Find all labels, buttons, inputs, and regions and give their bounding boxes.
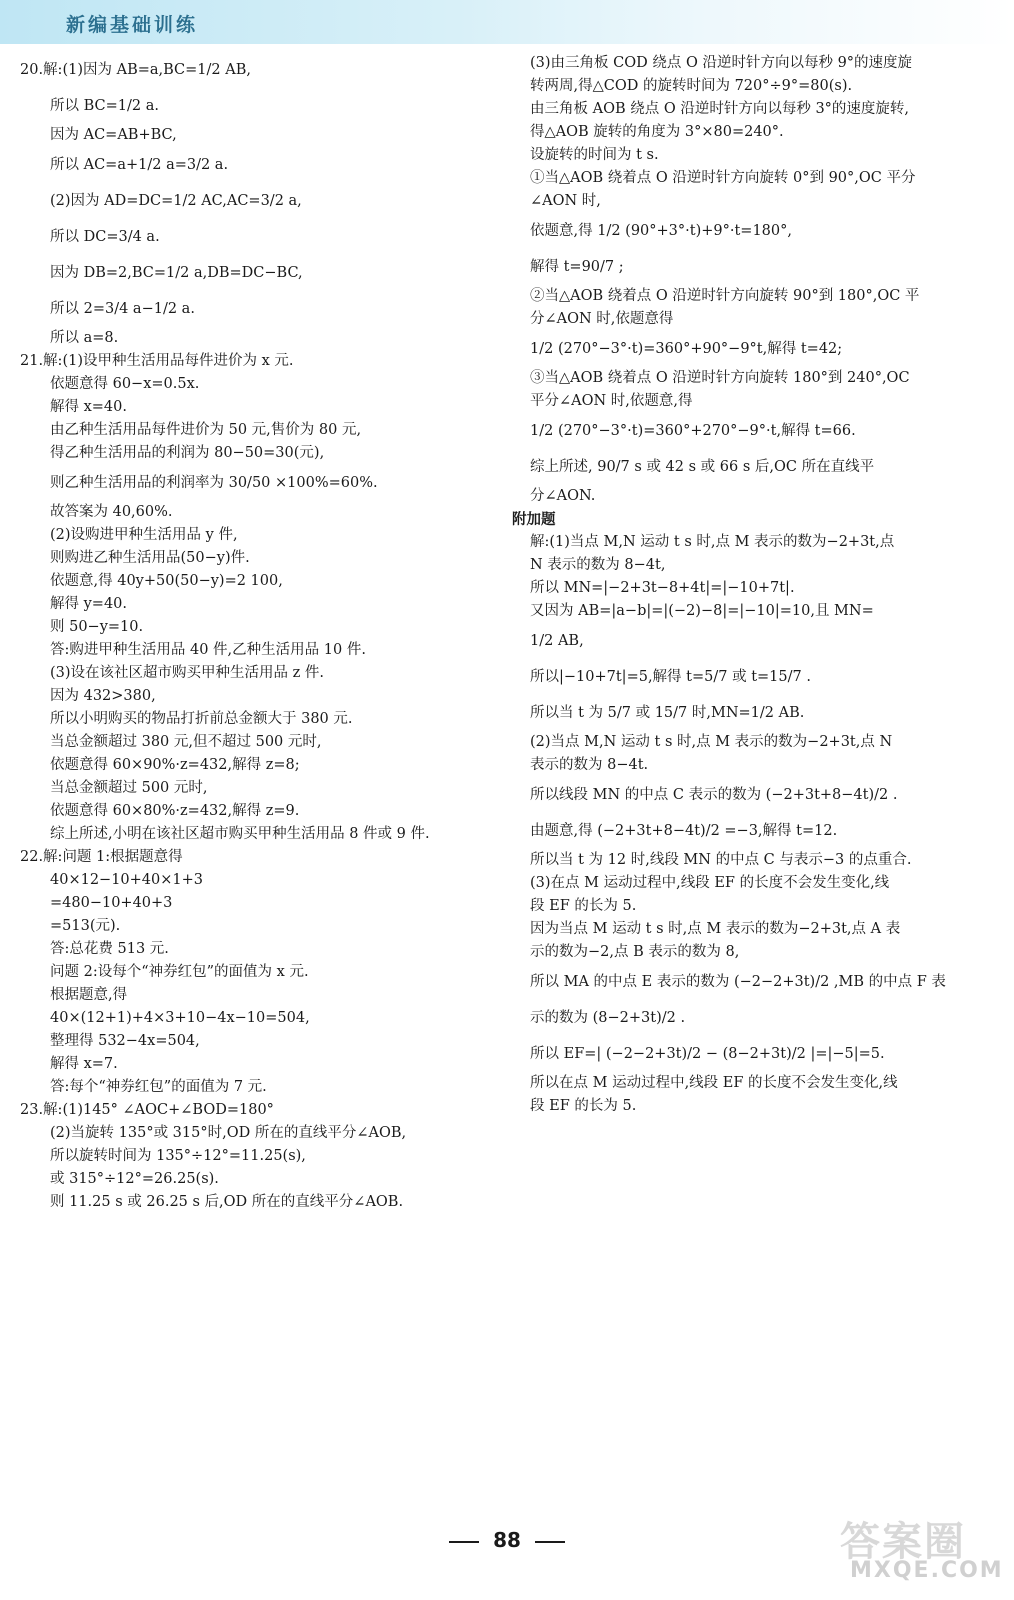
text-line: 因为 DB=2,BC=1/2 a,DB=DC−BC, [50,265,303,281]
text-line: 依题意,得 40y+50(50−y)=2 100, [50,573,283,589]
text-line: 所以旋转时间为 135°÷12°=11.25(s), [50,1148,306,1164]
text-line: ∠AON 时, [530,193,601,209]
right-column [512,52,996,1118]
text-line: 1/2 (270°−3°·t)=360°+270°−9°·t,解得 t=66. [530,423,856,439]
watermark-text: 答案圈 [840,1519,966,1565]
text-line: N 表示的数为 8−4t, [530,557,666,573]
text-line: 所以 MN=|−2+3t−8+4t|=|−10+7t|. [530,580,795,596]
text-line: 解得 x=40. [50,399,127,415]
watermark-logo [840,1510,1004,1590]
text-line: 所以线段 MN 的中点 C 表示的数为 (−2+3t+8−4t)/2 . [530,787,898,803]
text-line: ①当△AOB 绕着点 O 沿逆时针方向旋转 0°到 90°,OC 平分 [530,170,916,186]
text-line: (3)设在该社区超市购买甲种生活用品 z 件. [50,665,325,681]
text-line: 当总金额超过 380 元,但不超过 500 元时, [50,734,322,750]
text-line: 所以 BC=1/2 a. [50,98,159,114]
text-line: 示的数为−2,点 B 表示的数为 8, [530,944,740,960]
header-banner [0,0,1014,44]
text-line: 所以当 t 为 5/7 或 15/7 时,MN=1/2 AB. [530,705,805,721]
text-line: 所以 EF=| (−2−2+3t)/2 − (8−2+3t)/2 |=|−5|=5. [530,1046,885,1062]
text-line: 得△AOB 旋转的角度为 3°×80=240°. [530,124,784,140]
text-line: 故答案为 40,60%. [50,504,173,520]
text-line: 由三角板 AOB 绕点 O 沿逆时针方向以每秒 3°的速度旋转, [530,101,910,117]
text-line: 1/2 AB, [530,633,584,649]
text-line: 因为 AC=AB+BC, [50,127,177,143]
text-line: 则 11.25 s 或 26.25 s 后,OD 所在的直线平分∠AOB. [50,1194,404,1210]
text-line: 分∠AON. [530,488,596,504]
text-line: 解得 x=7. [50,1056,118,1072]
text-line: 设旋转的时间为 t s. [530,147,659,163]
text-line: 解:(1)当点 M,N 运动 t s 时,点 M 表示的数为−2+3t,点 [530,534,895,550]
text-line: 综上所述,小明在该社区超市购买甲种生活用品 8 件或 9 件. [50,826,430,842]
text-line: 当总金额超过 500 元时, [50,780,208,796]
text-line: 所以小明购买的物品打折前总金额大于 380 元. [50,711,353,727]
text-line: ③当△AOB 绕着点 O 沿逆时针方向旋转 180°到 240°,OC [530,370,910,386]
text-line: 综上所述, 90/7 s 或 42 s 或 66 s 后,OC 所在直线平 [530,459,875,475]
text-line: 根据题意,得 [50,987,128,1003]
text-line: 所以 MA 的中点 E 表示的数为 (−2−2+3t)/2 ,MB 的中点 F 表 [530,974,946,990]
text-line: 21.解:(1)设甲种生活用品每件进价为 x 元. [20,353,294,369]
text-line: (2)当点 M,N 运动 t s 时,点 M 表示的数为−2+3t,点 N [530,734,893,750]
text-line: 转两周,得△COD 的旋转时间为 720°÷9°=80(s). [530,78,853,94]
text-line: 答:总花费 513 元. [50,941,169,957]
text-line: =480−10+40+3 [50,895,173,911]
text-line: 所以 a=8. [50,330,119,346]
text-line: 所以在点 M 运动过程中,线段 EF 的长度不会发生变化,线 [530,1075,898,1091]
text-line: 40×(12+1)+4×3+10−4x−10=504, [50,1010,310,1026]
text-line: 所以当 t 为 12 时,线段 MN 的中点 C 与表示−3 的点重合. [530,852,912,868]
text-line: 所以|−10+7t|=5,解得 t=5/7 或 t=15/7 . [530,669,811,685]
text-line: 20.解:(1)因为 AB=a,BC=1/2 AB, [20,62,251,78]
text-line: 又因为 AB=|a−b|=|(−2)−8|=|−10|=10,且 MN= [530,603,874,619]
left-column [20,52,488,1214]
text-line: 由题意,得 (−2+3t+8−4t)/2 =−3,解得 t=12. [530,823,838,839]
dash-left [449,1541,479,1543]
text-line: 依题意得 60×90%·z=432,解得 z=8; [50,757,300,773]
watermark-url: MXQE.COM [850,1558,1004,1583]
text-line: 示的数为 (8−2+3t)/2 . [530,1010,686,1026]
text-line: (2)设购进甲种生活用品 y 件, [50,527,238,543]
text-line: 段 EF 的长为 5. [530,898,637,914]
text-line: 表示的数为 8−4t. [530,757,649,773]
text-line: 因为当点 M 运动 t s 时,点 M 表示的数为−2+3t,点 A 表 [530,921,901,937]
text-line: 22.解:问题 1:根据题意得 [20,849,183,865]
text-line: 段 EF 的长为 5. [530,1098,637,1114]
text-line: 所以 AC=a+1/2 a=3/2 a. [50,157,229,173]
text-line: 则购进乙种生活用品(50−y)件. [50,550,250,566]
text-line: 由乙种生活用品每件进价为 50 元,售价为 80 元, [50,422,362,438]
text-line: 则乙种生活用品的利润率为 30/50 ×100%=60%. [50,475,378,491]
banner-title: 新编基础训练 [66,14,199,36]
text-line: 1/2 (270°−3°·t)=360°+90°−9°t,解得 t=42; [530,341,843,357]
text-line: 答:购进甲种生活用品 40 件,乙种生活用品 10 件. [50,642,366,658]
text-line: 则 50−y=10. [50,619,144,635]
text-line: 所以 DC=3/4 a. [50,229,160,245]
text-line: 整理得 532−4x=504, [50,1033,200,1049]
text-line: 依题意得 60×80%·z=432,解得 z=9. [50,803,300,819]
text-line: 问题 2:设每个“神券红包”的面值为 x 元. [50,964,309,980]
text-line: 分∠AON 时,依题意得 [530,311,674,327]
dash-right [535,1541,565,1543]
text-line: 解得 y=40. [50,596,128,612]
text-line: ②当△AOB 绕着点 O 沿逆时针方向旋转 90°到 180°,OC 平 [530,288,920,304]
text-line: 答:每个“神券红包”的面值为 7 元. [50,1079,267,1095]
text-line: (3)由三角板 COD 绕点 O 沿逆时针方向以每秒 9°的速度旋 [530,55,913,71]
text-line: 所以 2=3/4 a−1/2 a. [50,301,195,317]
text-line: 23.解:(1)145° ∠AOC+∠BOD=180° [20,1102,274,1118]
text-line: 附加题 [512,511,556,528]
text-line: 依题意,得 1/2 (90°+3°·t)+9°·t=180°, [530,223,792,239]
text-line: 得乙种生活用品的利润为 80−50=30(元), [50,445,325,461]
text-line: =513(元). [50,918,121,934]
text-line: (2)当旋转 135°或 315°时,OD 所在的直线平分∠AOB, [50,1125,407,1141]
text-line: 解得 t=90/7 ; [530,259,624,275]
text-line: (3)在点 M 运动过程中,线段 EF 的长度不会发生变化,线 [530,875,890,891]
text-line: 依题意得 60−x=0.5x. [50,376,200,392]
page-number: 88 [493,1528,521,1552]
text-line: 或 315°÷12°=26.25(s). [50,1171,219,1187]
text-line: (2)因为 AD=DC=1/2 AC,AC=3/2 a, [50,193,302,209]
text-line: 平分∠AON 时,依题意,得 [530,393,693,409]
text-line: 因为 432>380, [50,688,156,704]
text-line: 40×12−10+40×1+3 [50,872,204,888]
